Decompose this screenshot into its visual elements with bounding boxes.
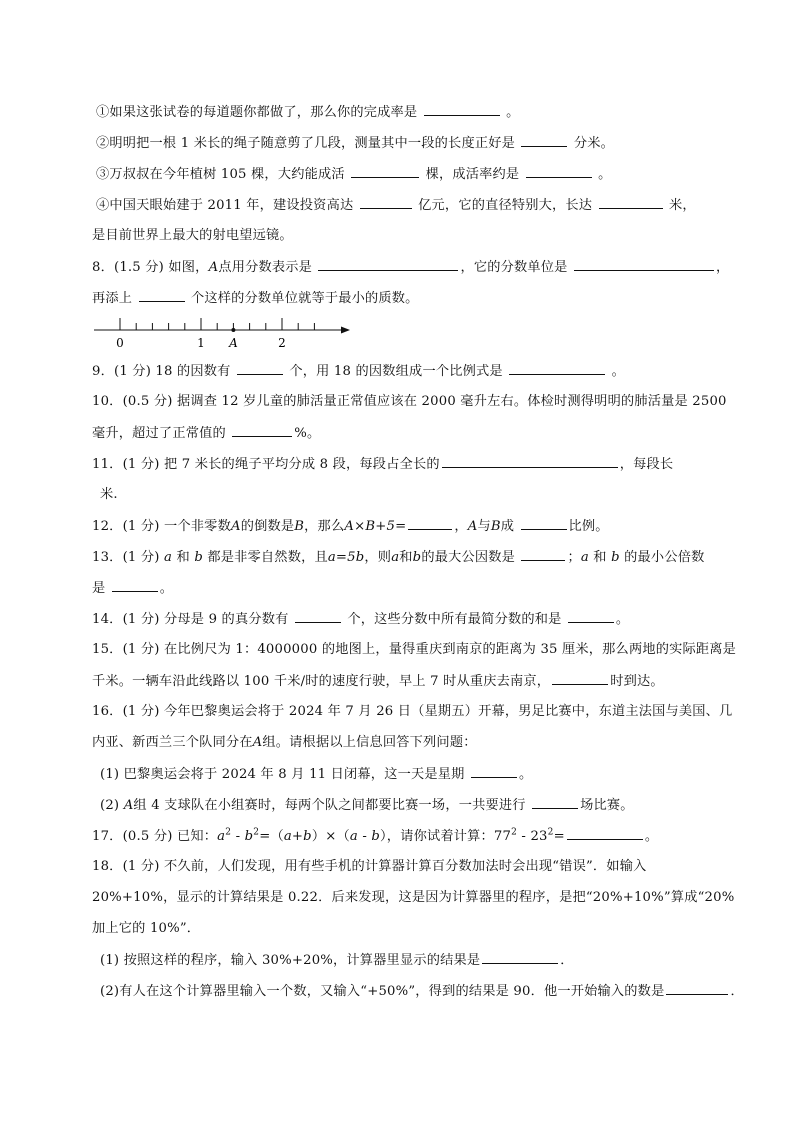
q13-text4: 和	[399, 550, 413, 565]
q11-line2	[100, 486, 740, 504]
q7-sub4-cont-text: 是目前世界上最大的射电望远镜。	[92, 228, 293, 243]
q13-var: a	[391, 550, 400, 565]
q14-text: 14．(1 分) 分母是 9 的真分数有	[92, 612, 289, 627]
q12-expr: A×B+5	[344, 519, 396, 534]
q18-text3: 加上它的 10%”．	[92, 921, 201, 936]
label-2: 2	[278, 336, 286, 350]
q17-var: b	[244, 829, 254, 844]
q17-line	[92, 827, 732, 845]
number-line-figure	[88, 314, 358, 352]
label-0: 0	[116, 336, 124, 350]
q12-text4: 与	[477, 519, 491, 534]
answer-blank[interactable]	[295, 610, 341, 623]
q9-text: 9．(1 分) 18 的因数有	[92, 364, 231, 379]
q16-text3: 组。请根据以上信息回答下列问题：	[262, 735, 477, 750]
q18-sub1-text: (1) 按照这样的程序，输入 30%+20%，计算器里显示的结果是	[100, 953, 481, 968]
answer-blank[interactable]	[521, 134, 567, 147]
answer-blank[interactable]	[482, 951, 558, 964]
answer-blank[interactable]	[599, 196, 663, 209]
q11-text2: ，每段长	[619, 457, 674, 472]
q13-var: a	[580, 550, 589, 565]
label-1: 1	[197, 336, 205, 350]
q17-exp: 2	[511, 827, 518, 838]
q7-sub4-end: 米，	[669, 198, 696, 213]
q13-text: 和	[176, 550, 190, 565]
q16-sub1	[100, 765, 740, 783]
q7-sub3-end: 。	[598, 167, 612, 182]
q17-var: a	[217, 829, 226, 844]
q12-text3: ，那么	[304, 519, 345, 534]
q12-text: 12．(1 分) 一个非零数	[92, 519, 231, 534]
answer-blank[interactable]	[567, 827, 643, 840]
q18-line1	[92, 858, 732, 876]
q13-line1	[92, 548, 732, 566]
q9-line	[92, 362, 732, 380]
q16-line2	[92, 734, 732, 752]
q10-text: 10．(0.5 分) 据调查 12 岁儿童的肺活量正常值应该在 2000 毫升左右。体检时测得明明的肺活量是 2500	[92, 394, 727, 409]
q13-var: b	[611, 550, 620, 565]
q16-sub2	[100, 796, 740, 814]
q16-sub1-end: 。	[518, 767, 533, 782]
q18-text: 18．(1 分) 不久前，人们发现，用有些手机的计算器计算百分数加法时会出现“错误”．如输入	[92, 859, 647, 874]
q12-eq: =	[395, 519, 407, 534]
q15-line1	[92, 641, 737, 659]
answer-blank[interactable]	[471, 765, 517, 778]
q13-number: 13．(1 分)	[92, 550, 160, 565]
q17-text: 17．(0.5 分) 已知：	[92, 829, 218, 844]
answer-blank[interactable]	[351, 165, 419, 178]
q12-var: B	[490, 519, 501, 534]
q12-text2: 的倒数是	[240, 519, 295, 534]
q8-text2: ，它的分数单位是	[460, 260, 568, 275]
q18-sub2-text: (2)有人在这个计算器里输入一个数，又输入“+50%”，得到的结果是 90．他一开始输入的数是	[100, 984, 665, 999]
q17-expr: a - b	[349, 829, 381, 844]
q7-sub4-text: ④中国天眼始建于 2011 年，建设投资高达	[96, 198, 354, 213]
q10-text2: 毫升，超过了正常值的	[92, 426, 226, 441]
q12-var: A	[467, 519, 478, 534]
q8-text4: 再添上	[92, 291, 133, 306]
q11-text: 11．(1 分) 把 7 米长的绳子平均分成 8 段，每段占全长的	[92, 457, 440, 472]
q10-line1	[92, 393, 732, 411]
answer-blank[interactable]	[666, 982, 728, 995]
q11-end: 米.	[100, 487, 118, 502]
q12-line	[92, 517, 732, 535]
q18-sub1-end: ．	[560, 953, 574, 968]
q8-number: 8．(1.5 分) 如图，	[92, 260, 209, 275]
q18-line2	[92, 889, 735, 907]
q7-sub2-end: 分米。	[573, 136, 614, 151]
answer-blank[interactable]	[112, 579, 158, 592]
q7-sub4-mid: 亿元，它的直径特别大，长达	[418, 198, 593, 213]
q17-expr: a+b	[283, 829, 312, 844]
q17-op: =（	[259, 829, 284, 844]
q7-sub1	[96, 103, 736, 121]
q16-sub2-number: (2)	[100, 798, 120, 813]
q8-text: 点用分数表示是	[218, 260, 313, 275]
answer-blank[interactable]	[521, 548, 565, 561]
q13-text2: 都是非零自然数，且	[207, 550, 328, 565]
q10-line2	[92, 424, 732, 442]
q13-var: b	[412, 550, 422, 565]
q13-expr: a=5b	[327, 550, 365, 565]
q16-sub2-end: 场比赛。	[580, 798, 634, 813]
q16-text2: 内亚、新西兰三个队同分在	[92, 735, 253, 750]
q14-line	[92, 610, 732, 628]
point-a-marker	[231, 328, 235, 332]
q7-sub3-mid: 棵，成活率约是	[425, 167, 520, 182]
q12-end: 比例。	[568, 519, 609, 534]
q15-end: 时到达。	[610, 674, 664, 689]
q16-text: 16．(1 分) 今年巴黎奥运会将于 2024 年 7 月 26 日（星期五）开幕，男足比赛中，东道主法国与美国、几	[92, 704, 733, 719]
q9-end: 。	[611, 364, 625, 379]
q14-end: 。	[615, 612, 630, 627]
answer-blank[interactable]	[237, 362, 283, 375]
q18-line3	[92, 920, 732, 938]
q16-var: A	[123, 798, 134, 813]
q11-line1	[92, 455, 732, 473]
q7-sub1-end: 。	[506, 105, 520, 120]
q9-text2: 个，用 18 的因数组成一个比例式是	[289, 364, 503, 379]
q18-sub2	[100, 982, 744, 1000]
arrow-head-icon	[341, 327, 350, 334]
q8-line2	[92, 289, 732, 307]
q15-text: 15．(1 分) 在比例尺为 1：4000000 的地图上，量得重庆到南京的距离为 35 厘米，那么两地的实际距离是	[92, 642, 737, 657]
answer-blank[interactable]	[526, 165, 592, 178]
q12-text5: 成	[500, 519, 515, 534]
answer-blank[interactable]	[552, 672, 608, 685]
q18-sub2-end: ．	[730, 984, 744, 999]
q12-var: A	[230, 519, 241, 534]
q15-line2	[92, 672, 732, 690]
q17-text2: ），请你试着计算：77	[380, 829, 512, 844]
q18-text2: 20%+10%，显示的计算结果是 0.22．后来发现，这是因为计算器里的程序，是把“20%+10%”算成“20%	[92, 890, 735, 905]
q13-text6: 和	[593, 550, 607, 565]
q8-text3: ，	[715, 260, 730, 275]
q13-text3: ，则	[364, 550, 392, 565]
answer-blank[interactable]	[442, 455, 618, 468]
answer-blank[interactable]	[424, 103, 500, 116]
q8-text5: 个这样的分数单位就等于最小的质数。	[190, 291, 419, 306]
q13-line2	[92, 579, 732, 597]
q7-sub3-text: ③万叔叔在今年植树 105 棵，大约能成活	[96, 167, 345, 182]
q17-eq: =	[553, 829, 565, 844]
q15-text2: 千米。一辆车沿此线路以 100 千米/时的速度行驶，早上 7 时从重庆去南京，	[92, 674, 551, 689]
q17-end: 。	[644, 829, 659, 844]
q13-var: b	[194, 550, 203, 565]
q13-text5: 的最大公因数是	[421, 550, 516, 565]
q16-sub2-text: 组 4 支球队在小组赛时，每两个队之间都要比赛一场，一共要进行	[133, 798, 526, 813]
q13-var: a	[164, 550, 173, 565]
q16-line1	[92, 703, 732, 721]
answer-blank[interactable]	[408, 517, 452, 530]
q14-text2: 个，这些分数中所有最简分数的和是	[347, 612, 562, 627]
answer-blank[interactable]	[139, 289, 185, 302]
answer-blank[interactable]	[574, 258, 714, 271]
q12-var: B	[294, 519, 305, 534]
q7-sub2	[96, 134, 736, 152]
q17-op: -	[231, 829, 245, 844]
answer-blank[interactable]	[521, 517, 567, 530]
answer-blank[interactable]	[509, 362, 605, 375]
q17-exp: 2	[253, 827, 260, 838]
q7-sub4	[96, 196, 736, 214]
q13-text8: 是	[92, 581, 106, 596]
q13-semicolon: ；	[567, 550, 581, 565]
answer-blank[interactable]	[532, 796, 578, 809]
q18-sub1	[100, 951, 740, 969]
q17-exp: 2	[225, 827, 232, 838]
q8-line1	[92, 258, 732, 276]
q13-text7: 的最小公倍数	[624, 550, 705, 565]
q8-var: A	[208, 260, 219, 275]
q17-op: ）×（	[311, 829, 350, 844]
label-a: A	[229, 336, 238, 350]
q7-sub4-cont	[92, 227, 732, 245]
q13-end: 。	[159, 581, 174, 596]
q10-end: %。	[294, 426, 321, 441]
answer-blank[interactable]	[232, 424, 292, 437]
q17-exp: 2	[547, 827, 554, 838]
answer-blank[interactable]	[318, 258, 458, 271]
q16-sub1-text: (1) 巴黎奥运会将于 2024 年 8 月 11 日闭幕，这一天是星期	[100, 767, 465, 782]
q7-sub2-text: ②明明把一根 1 米长的绳子随意剪了几段，测量其中一段的长度正好是	[96, 136, 515, 151]
q16-var: A	[252, 735, 263, 750]
answer-blank[interactable]	[360, 196, 412, 209]
q12-comma: ，	[454, 519, 468, 534]
answer-blank[interactable]	[568, 610, 614, 623]
q17-op: - 23	[517, 829, 548, 844]
q7-sub3	[96, 165, 736, 183]
q7-sub1-text: ①如果这张试卷的每道题你都做了，那么你的完成率是	[96, 105, 418, 120]
